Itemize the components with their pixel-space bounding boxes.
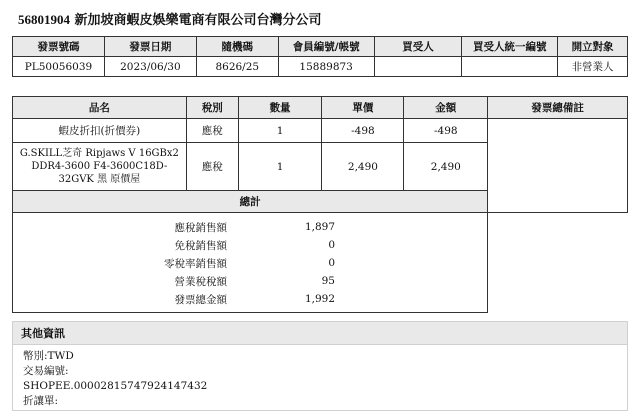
- col-invoice-date: 發票日期: [104, 37, 196, 57]
- items-table: [12, 96, 628, 213]
- item-unit-price: -498: [322, 119, 404, 143]
- seller-company-name: 新加坡商蝦皮娛樂電商有限公司台灣分公司: [74, 13, 322, 28]
- issue-target: 非營業人: [558, 57, 628, 77]
- summary-value: 1,992: [304, 293, 335, 305]
- item-tax-type: 應稅: [186, 119, 238, 143]
- col-invoice-number: 發票號碼: [13, 37, 105, 57]
- col-amount: 金額: [404, 97, 488, 119]
- invoice-info-value-row: [13, 57, 628, 77]
- invoice-remarks-cell: [488, 119, 628, 213]
- summary-row: [13, 236, 489, 254]
- summary-spacer: [339, 236, 489, 254]
- summary-label: 免稅銷售額: [174, 239, 227, 252]
- col-item-name: 品名: [13, 97, 187, 119]
- summary-label: 應稅銷售額: [174, 221, 227, 234]
- summary-row: [13, 290, 489, 308]
- member-account: 15889873: [278, 57, 374, 77]
- summary-spacer: [339, 218, 489, 236]
- table-row: [13, 119, 628, 143]
- item-amount: 2,490: [404, 143, 488, 191]
- summary-box: [12, 212, 488, 313]
- summary-label: 發票總金額: [174, 293, 227, 306]
- col-quantity: 數量: [238, 97, 322, 119]
- item-name: 蝦皮折扣(折價券): [13, 119, 187, 143]
- summary-row: [13, 272, 489, 290]
- item-name: G.SKILL芝奇 Ripjaws V 16GBx2 DDR4-3600 F4-3600C18D-32GVK 黑 原價屋: [13, 143, 187, 191]
- invoice-info-header-row: [13, 37, 628, 57]
- transaction-number-label: 交易編號:: [23, 365, 69, 377]
- item-tax-type: 應稅: [186, 143, 238, 191]
- col-random-code: 隨機碼: [196, 37, 278, 57]
- other-info-section: [12, 321, 628, 411]
- summary-label: 零稅率銷售額: [164, 257, 227, 270]
- item-amount: -498: [404, 119, 488, 143]
- summary-row: [13, 218, 489, 236]
- total-label: 總計: [13, 191, 488, 213]
- invoice-number: PL50056039: [13, 57, 105, 77]
- item-quantity: 1: [238, 143, 322, 191]
- summary-spacer: [339, 254, 489, 272]
- col-buyer: 買受人: [374, 37, 462, 57]
- allowance-line: 折讓單:: [23, 395, 59, 407]
- summary-row: [13, 254, 489, 272]
- invoice-title: [18, 9, 322, 28]
- col-unit-price: 單價: [322, 97, 404, 119]
- currency-line: 幣別:TWD: [23, 350, 74, 362]
- invoice-info-table: [12, 36, 628, 77]
- summary-table: [13, 218, 489, 308]
- summary-value: 0: [328, 257, 335, 269]
- col-buyer-tax-id: 買受人統一編號: [462, 37, 558, 57]
- invoice-date: 2023/06/30: [104, 57, 196, 77]
- buyer: [374, 57, 462, 77]
- summary-value: 0: [328, 239, 335, 251]
- col-invoice-remarks: 發票總備註: [488, 97, 628, 119]
- buyer-tax-id: [462, 57, 558, 77]
- col-issue-target: 開立對象: [558, 37, 628, 57]
- other-info-title: 其他資訊: [12, 321, 628, 345]
- seller-tax-id: 56801904: [18, 12, 70, 27]
- summary-spacer: [339, 290, 489, 308]
- summary-spacer: [339, 272, 489, 290]
- col-member-account: 會員編號/帳號: [278, 37, 374, 57]
- col-tax-type: 稅別: [186, 97, 238, 119]
- items-header-row: [13, 97, 628, 119]
- summary-value: 95: [321, 275, 335, 287]
- summary-value: 1,897: [304, 221, 335, 233]
- summary-label: 營業稅稅額: [174, 275, 227, 288]
- other-info-body: [12, 345, 628, 411]
- random-code: 8626/25: [196, 57, 278, 77]
- item-unit-price: 2,490: [322, 143, 404, 191]
- item-quantity: 1: [238, 119, 322, 143]
- transaction-number: SHOPEE.00002815747924147432: [23, 380, 208, 392]
